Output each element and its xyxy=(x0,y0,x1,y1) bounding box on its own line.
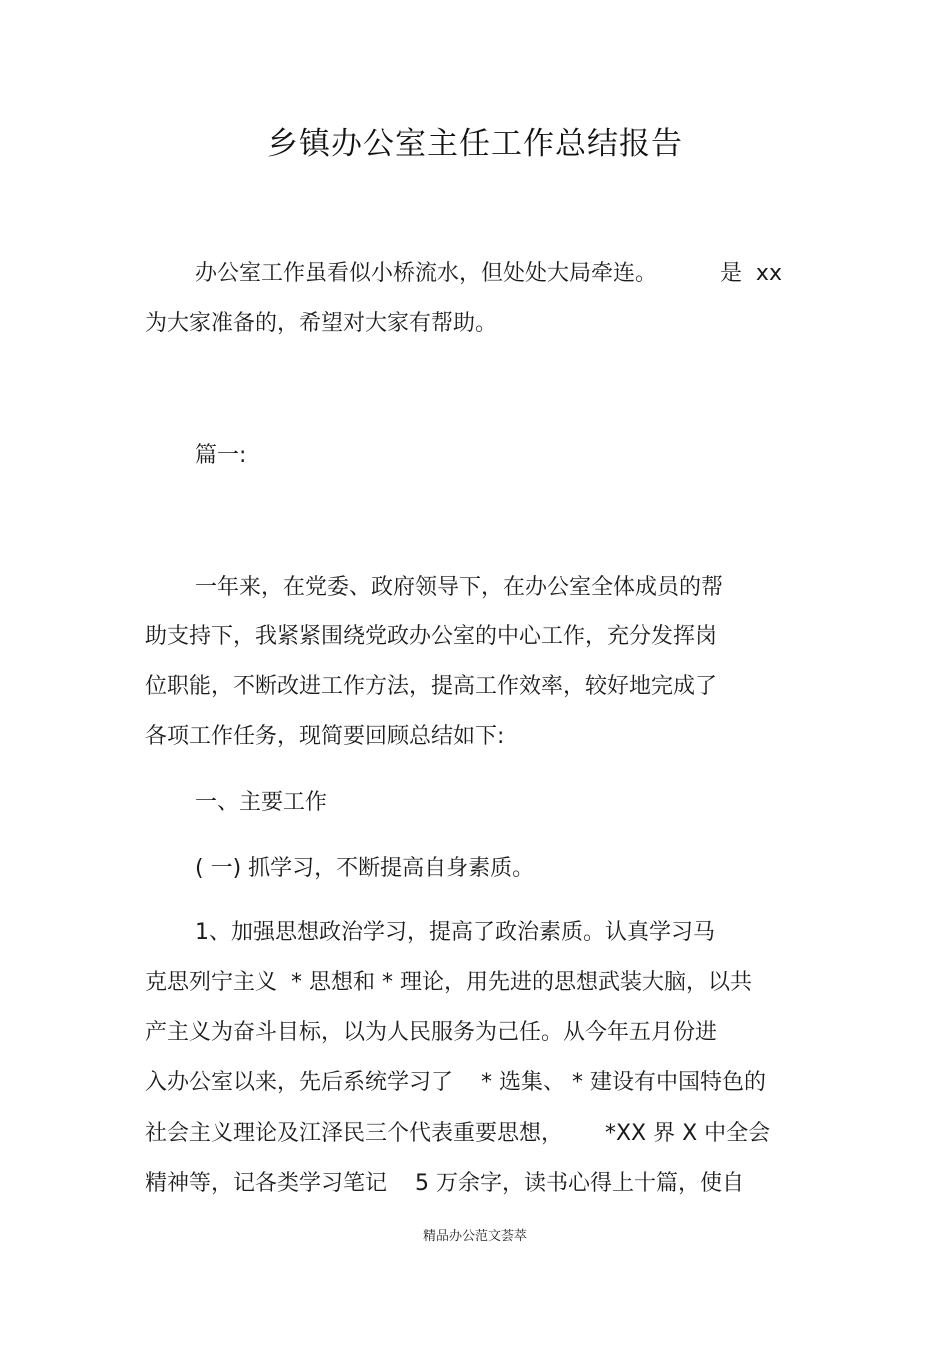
paragraph-line: 位职能，不断改进工作方法，提高工作效率，较好地完成了 xyxy=(145,674,718,699)
paragraph-line: 1、加强思想政治学习，提高了政治素质。认真学习马 xyxy=(195,920,715,945)
paragraph-line: 办公室工作虽看似小桥流水，但处处大局牵连。 是 xx xyxy=(195,261,782,286)
section-heading: 一、主要工作 xyxy=(195,790,328,815)
paragraph-line: 为大家准备的，希望对大家有帮助。 xyxy=(145,311,498,336)
page-footer: 精品办公范文荟萃 xyxy=(422,1229,527,1244)
paragraph-line: 各项工作任务，现简要回顾总结如下: xyxy=(145,724,505,749)
paragraph-line: 克思列宁主义 * 思想和 * 理论，用先进的思想武装大脑，以共 xyxy=(145,970,752,995)
paragraph-line: 精神等，记各类学习笔记 5 万余字，读书心得上十篇，使自 xyxy=(145,1171,744,1196)
paragraph-line: 助支持下，我紧紧围绕党政办公室的中心工作，充分发挥岗 xyxy=(145,624,718,649)
document-title: 乡镇办公室主任工作总结报告 xyxy=(267,126,683,162)
paragraph-line: 社会主义理论及江泽民三个代表重要思想， *XX 界 X 中全会 xyxy=(145,1121,771,1146)
paragraph-line: 入办公室以来，先后系统学习了 * 选集、 * 建设有中国特色的 xyxy=(145,1070,766,1095)
paragraph-line: 产主义为奋斗目标，以为人民服务为己任。从今年五月份进 xyxy=(145,1020,718,1045)
section-heading: 篇一: xyxy=(195,443,247,468)
paragraph-line: 一年来，在党委、政府领导下，在办公室全体成员的帮 xyxy=(195,575,724,600)
subsection-heading: ( 一) 抓学习，不断提高自身素质。 xyxy=(195,856,535,881)
